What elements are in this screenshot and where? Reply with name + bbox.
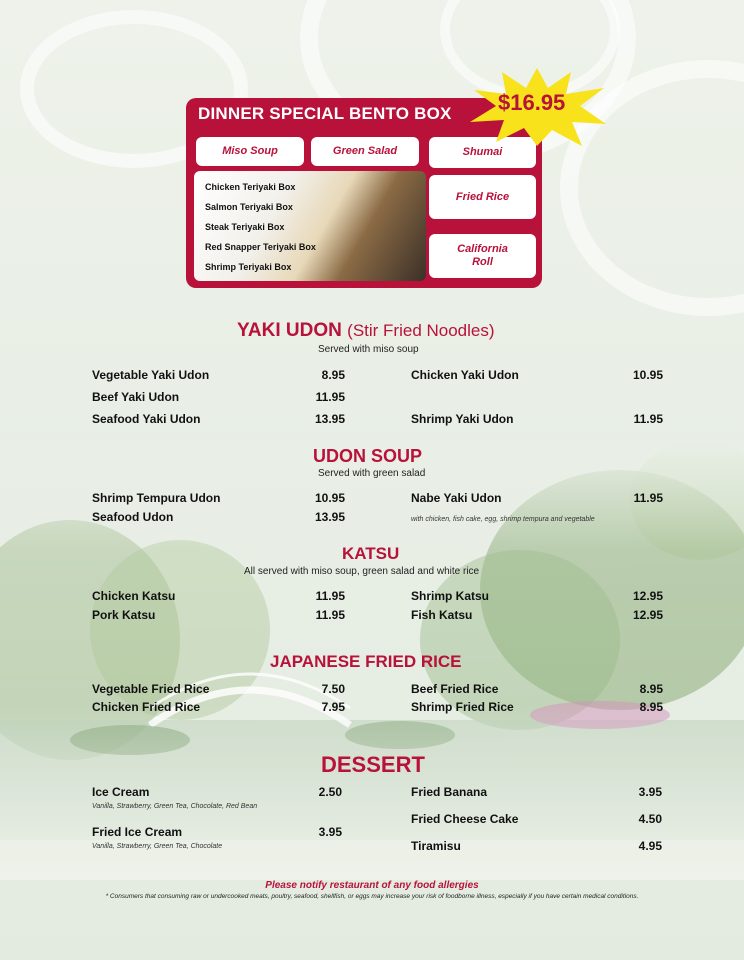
yaki-udon-title-main: YAKI UDON (237, 320, 342, 341)
menu-item-name: Vegetable Fried Rice (92, 682, 210, 696)
green-salad-pill: Green Salad (311, 137, 419, 166)
bento-price: $16.95 (498, 90, 566, 115)
menu-item-price: 12.95 (632, 589, 663, 603)
menu-item-price: 8.95 (639, 700, 663, 714)
menu-item-price: 11.95 (633, 412, 663, 426)
menu-item-name: Fried Cheese Cake (411, 812, 519, 826)
menu-item-price: 7.95 (321, 700, 345, 714)
menu-item-name: Beef Fried Rice (411, 682, 499, 696)
yaki-udon-title (237, 320, 495, 342)
yaki-udon-title-extra: (Stir Fried Noodles) (347, 321, 495, 340)
fried-ice-cream-note: Vanilla, Strawberry, Green Tea, Chocolate (92, 843, 223, 850)
menu-item-price: 3.95 (638, 785, 662, 799)
bento-box-item: Chicken Teriyaki Box (205, 182, 296, 192)
menu-item-name: Fried Ice Cream (92, 825, 183, 839)
bento-box-item: Salmon Teriyaki Box (205, 202, 293, 212)
yaki-udon-subtitle: Served with miso soup (318, 344, 419, 355)
bento-box-item: Red Snapper Teriyaki Box (205, 242, 316, 252)
menu-item-price: 13.95 (314, 510, 345, 524)
nabe-yaki-udon-note: with chicken, fish cake, egg, shrimp tempura and vegetable (411, 516, 595, 523)
menu-item-name: Shrimp Katsu (411, 589, 490, 603)
menu-item-price: 2.50 (318, 785, 342, 799)
katsu-subtitle: All served with miso soup, green salad and white rice (244, 566, 480, 577)
menu-item-name: Chicken Katsu (92, 589, 176, 603)
bento-box-item: Shrimp Teriyaki Box (205, 262, 292, 272)
menu-item-name: Shrimp Tempura Udon (92, 491, 221, 505)
menu-item-name: Fried Banana (411, 785, 488, 799)
menu-item-name: Nabe Yaki Udon (411, 491, 502, 505)
menu-item-name: Chicken Yaki Udon (411, 368, 519, 382)
udon-soup-subtitle: Served with green salad (318, 468, 426, 479)
menu-item-price: 10.95 (632, 368, 663, 382)
menu-item-name: Tiramisu (411, 839, 461, 853)
menu-item-name: Seafood Yaki Udon (92, 412, 201, 426)
menu-item-name: Pork Katsu (92, 608, 156, 622)
menu-item-price: 3.95 (318, 825, 342, 839)
menu-item-price: 4.50 (638, 812, 662, 826)
bento-box-item: Steak Teriyaki Box (205, 222, 285, 232)
miso-soup-pill: Miso Soup (196, 137, 304, 166)
menu-item-name: Seafood Udon (92, 510, 174, 524)
fried-rice-pill: Fried Rice (429, 175, 536, 219)
menu-item-price: 10.95 (314, 491, 345, 505)
menu-item-name: Vegetable Yaki Udon (92, 368, 210, 382)
menu-item-name: Fish Katsu (411, 608, 473, 622)
fried-rice-title: JAPANESE FRIED RICE (270, 652, 462, 671)
consumer-disclaimer: * Consumers that consuming raw or undercooked meats, poultry, seafood, shellfish, or eggs may increase your risk of foodborne illness, especially if you have certain medical conditions. (105, 893, 639, 900)
menu-item-price: 11.95 (315, 608, 345, 622)
menu-item-price: 8.95 (321, 368, 345, 382)
menu-item-price: 11.95 (633, 491, 663, 505)
california-roll-pill: California Roll (429, 234, 536, 278)
menu-item-name: Shrimp Fried Rice (411, 700, 514, 714)
udon-soup-title: UDON SOUP (313, 446, 423, 466)
menu-item-price: 4.95 (638, 839, 662, 853)
menu-item-price: 7.50 (321, 682, 345, 696)
menu-item-price: 12.95 (632, 608, 663, 622)
shumai-pill: Shumai (429, 137, 536, 168)
menu-item-name: Shrimp Yaki Udon (411, 412, 514, 426)
menu-item-price: 11.95 (315, 589, 345, 603)
ice-cream-note: Vanilla, Strawberry, Green Tea, Chocolate, Red Bean (92, 803, 258, 810)
allergy-notice: Please notify restaurant of any food allergies (265, 880, 479, 891)
menu-item-price: 13.95 (314, 412, 345, 426)
bento-box-list (194, 171, 426, 281)
bento-title: DINNER SPECIAL BENTO BOX (198, 104, 452, 123)
dessert-title: DESSERT (321, 752, 425, 777)
menu-item-name: Beef Yaki Udon (92, 390, 180, 404)
menu-item-name: Chicken Fried Rice (92, 700, 201, 714)
menu-item-price: 8.95 (639, 682, 663, 696)
katsu-title: KATSU (342, 544, 400, 563)
menu-item-price: 11.95 (315, 390, 345, 404)
menu-item-name: Ice Cream (92, 785, 150, 799)
